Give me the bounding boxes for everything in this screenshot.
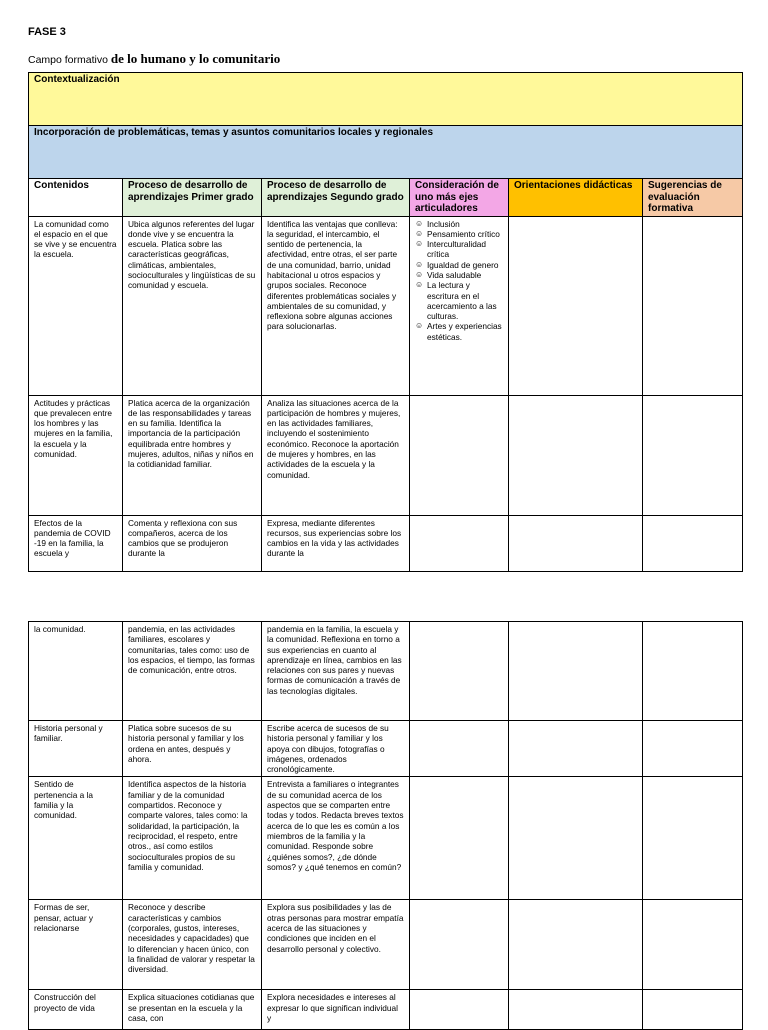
primer-grado-cell: Ubica algunos referentes del lugar donde vive y se encuentra la escuela. Platica sobre las características geográficas, climáticas, ambientales, socioculturales y lingüísticas de su comunidad y escuela. [123,216,262,395]
segundo-grado-cell: Entrevista a familiares o integrantes de su comunidad acerca de los aspectos que se comparten entre todas y todos. Redacta breves textos acerca de lo que les es común a los miembros de la familia y la comunidad. Responde sobre ¿quiénes somos?, ¿de dónde somos? y ¿qué tenemos en común? [262,777,410,900]
sugerencias-cell [643,900,743,990]
table-row [29,395,743,515]
smiley-icon: ☺ [415,239,424,249]
ejes-cell [410,395,509,515]
plan-table-page-1 [28,72,743,572]
contextualizacion-row [29,73,743,126]
ejes-cell [410,777,509,900]
contenido-cell: Historia personal y familiar. [29,721,123,777]
segundo-grado-cell: Explora necesidades e intereses al expresar lo que significan individual y [262,990,410,1030]
contextualizacion-cell: Contextualización [29,73,743,126]
contenido-cell: Actitudes y prácticas que prevalecen entre los hombres y las mujeres en la familia, la escuela y la comunidad. [29,395,123,515]
incorporacion-cell: Incorporación de problemáticas, temas y asuntos comunitarios locales y regionales [29,126,743,179]
plan-table-page-2 [28,621,743,1030]
header-primer-grado: Proceso de desarrollo de aprendizajes Primer grado [123,179,262,217]
ejes-cell [410,216,509,395]
header-orientaciones: Orientaciones didácticas [509,179,643,217]
smiley-icon: ☺ [415,321,424,331]
list-item: ☺ Artes y experiencias estéticas. [415,321,502,342]
primer-grado-cell: Comenta y reflexiona con sus compañeros, acerca de los cambios que se produjeron durante la [123,515,262,571]
list-item: ☺ Igualdad de genero [415,259,499,270]
contenido-cell: Sentido de pertenencia a la familia y la comunidad. [29,777,123,900]
sugerencias-cell [643,777,743,900]
primer-grado-cell: Platica sobre sucesos de su historia personal y familiar y los ordena en antes, después y ahora. [123,721,262,777]
header-contenidos: Contenidos [29,179,123,217]
sugerencias-cell [643,395,743,515]
orientaciones-cell [509,721,643,777]
orientaciones-cell [509,395,643,515]
sugerencias-cell [643,216,743,395]
header-ejes: Consideración de uno más ejes articuladores [410,179,509,217]
orientaciones-cell [509,515,643,571]
segundo-grado-cell: pandemia en la familia, la escuela y la comunidad. Reflexiona en torno a sus experiencias en cuanto al aprendizaje en línea, cambios en las relaciones con sus pares y nuevas formas de comunicación a través de las tecnologías digitales. [262,622,410,721]
incorporacion-row [29,126,743,179]
ejes-cell [410,622,509,721]
smiley-icon: ☺ [415,228,424,238]
list-item: ☺ Pensamiento crítico [415,228,500,239]
table-row [29,900,743,990]
smiley-icon: ☺ [415,218,424,228]
primer-grado-cell: pandemia, en las actividades familiares, escolares y comunitarias, tales como: uso de los espacios, el tiempo, las formas de comunicación, entre otros. [123,622,262,721]
contenido-cell: Construcción del proyecto de vida [29,990,123,1030]
sugerencias-cell [643,515,743,571]
segundo-grado-cell: Escribe acerca de sucesos de su historia personal y familiar y los apoya con dibujos, fotografías o imágenes, ordenados cronológicamente. [262,721,410,777]
ejes-cell [410,515,509,571]
segundo-grado-cell: Analiza las situaciones acerca de la participación de hombres y mujeres, en las actividades familiares, incluyendo el sostenimiento económico. Reconoce la aportación de mujeres y hombres, en las actividades de la escuela y la comunidad. [262,395,410,515]
orientaciones-cell [509,777,643,900]
smiley-icon: ☺ [415,269,424,279]
ejes-cell [410,900,509,990]
segundo-grado-cell: Expresa, mediante diferentes recursos, sus experiencias sobre los cambios en la vida y las actividades durante la [262,515,410,571]
campo-prefix: Campo formativo [28,54,108,66]
ejes-cell [410,721,509,777]
table-row [29,777,743,900]
primer-grado-cell: Identifica aspectos de la historia familiar y de la comunidad compartidos. Reconoce y comparte valores, tales como: la solidaridad, la participación, la reciprocidad, el respeto, entre otros., así como estilos socioculturales propios de su familia y comunidad. [123,777,262,900]
sugerencias-cell [643,622,743,721]
orientaciones-cell [509,900,643,990]
list-item: ☺ La lectura y escritura en el acercamiento a las culturas. [415,280,497,322]
sugerencias-cell [643,721,743,777]
primer-grado-cell: Reconoce y describe características y cambios (corporales, gustos, intereses, necesidades y capacidades) que lo diferencian y hacen único, con la finalidad de valorar y respetar la diversidad. [123,900,262,990]
primer-grado-cell: Platica acerca de la organización de las responsabilidades y tareas en su familia. Identifica la importancia de la participación equilibrada entre hombres y mujeres, adultos, niñas y niños en la cotidianidad familiar. [123,395,262,515]
segundo-grado-cell: Explora sus posibilidades y las de otras personas para mostrar empatía acerca de las situaciones y condiciones que inciden en el desarrollo personal y colectivo. [262,900,410,990]
header-segundo-grado: Proceso de desarrollo de aprendizajes Segundo grado [262,179,410,217]
primer-grado-cell: Explica situaciones cotidianas que se presentan en la escuela y la casa, con [123,990,262,1030]
smiley-icon: ☺ [415,280,424,290]
list-item: ☺ Vida saludable [415,269,482,280]
campo-name: de lo humano y lo comunitario [110,51,281,66]
phase-title: FASE 3 [28,26,66,38]
smiley-icon: ☺ [415,259,424,269]
header-sugerencias: Sugerencias de evaluación formativa [643,179,743,217]
orientaciones-cell [509,622,643,721]
list-item: ☺ Inclusión [415,218,460,229]
contenido-cell: Efectos de la pandemia de COVID -19 en la familia, la escuela y [29,515,123,571]
table-row [29,721,743,777]
table-row [29,216,743,395]
segundo-grado-cell: Identifica las ventajas que conlleva: la seguridad, el intercambio, el sentido de pertenencia, la afectividad, entre otras, el ser parte de una comunidad, barrio, unidad habitacional u otros espacios y grupos sociales. Reconoce diferentes problemáticas sociales y ambientales de su comunidad, y reflexiona sobre algunas acciones para solucionarlas. [262,216,410,395]
contenido-cell: La comunidad como el espacio en el que se vive y se encuentra la escuela. [29,216,123,395]
contenido-cell: Formas de ser, pensar, actuar y relacionarse [29,900,123,990]
orientaciones-cell [509,216,643,395]
header-row [29,179,743,217]
table-row [29,622,743,721]
campo-formativo-title [28,51,280,67]
ejes-list [415,219,503,343]
list-item: ☺ Interculturalidad crítica [415,239,487,260]
contenido-cell: la comunidad. [29,622,123,721]
table-row [29,515,743,571]
